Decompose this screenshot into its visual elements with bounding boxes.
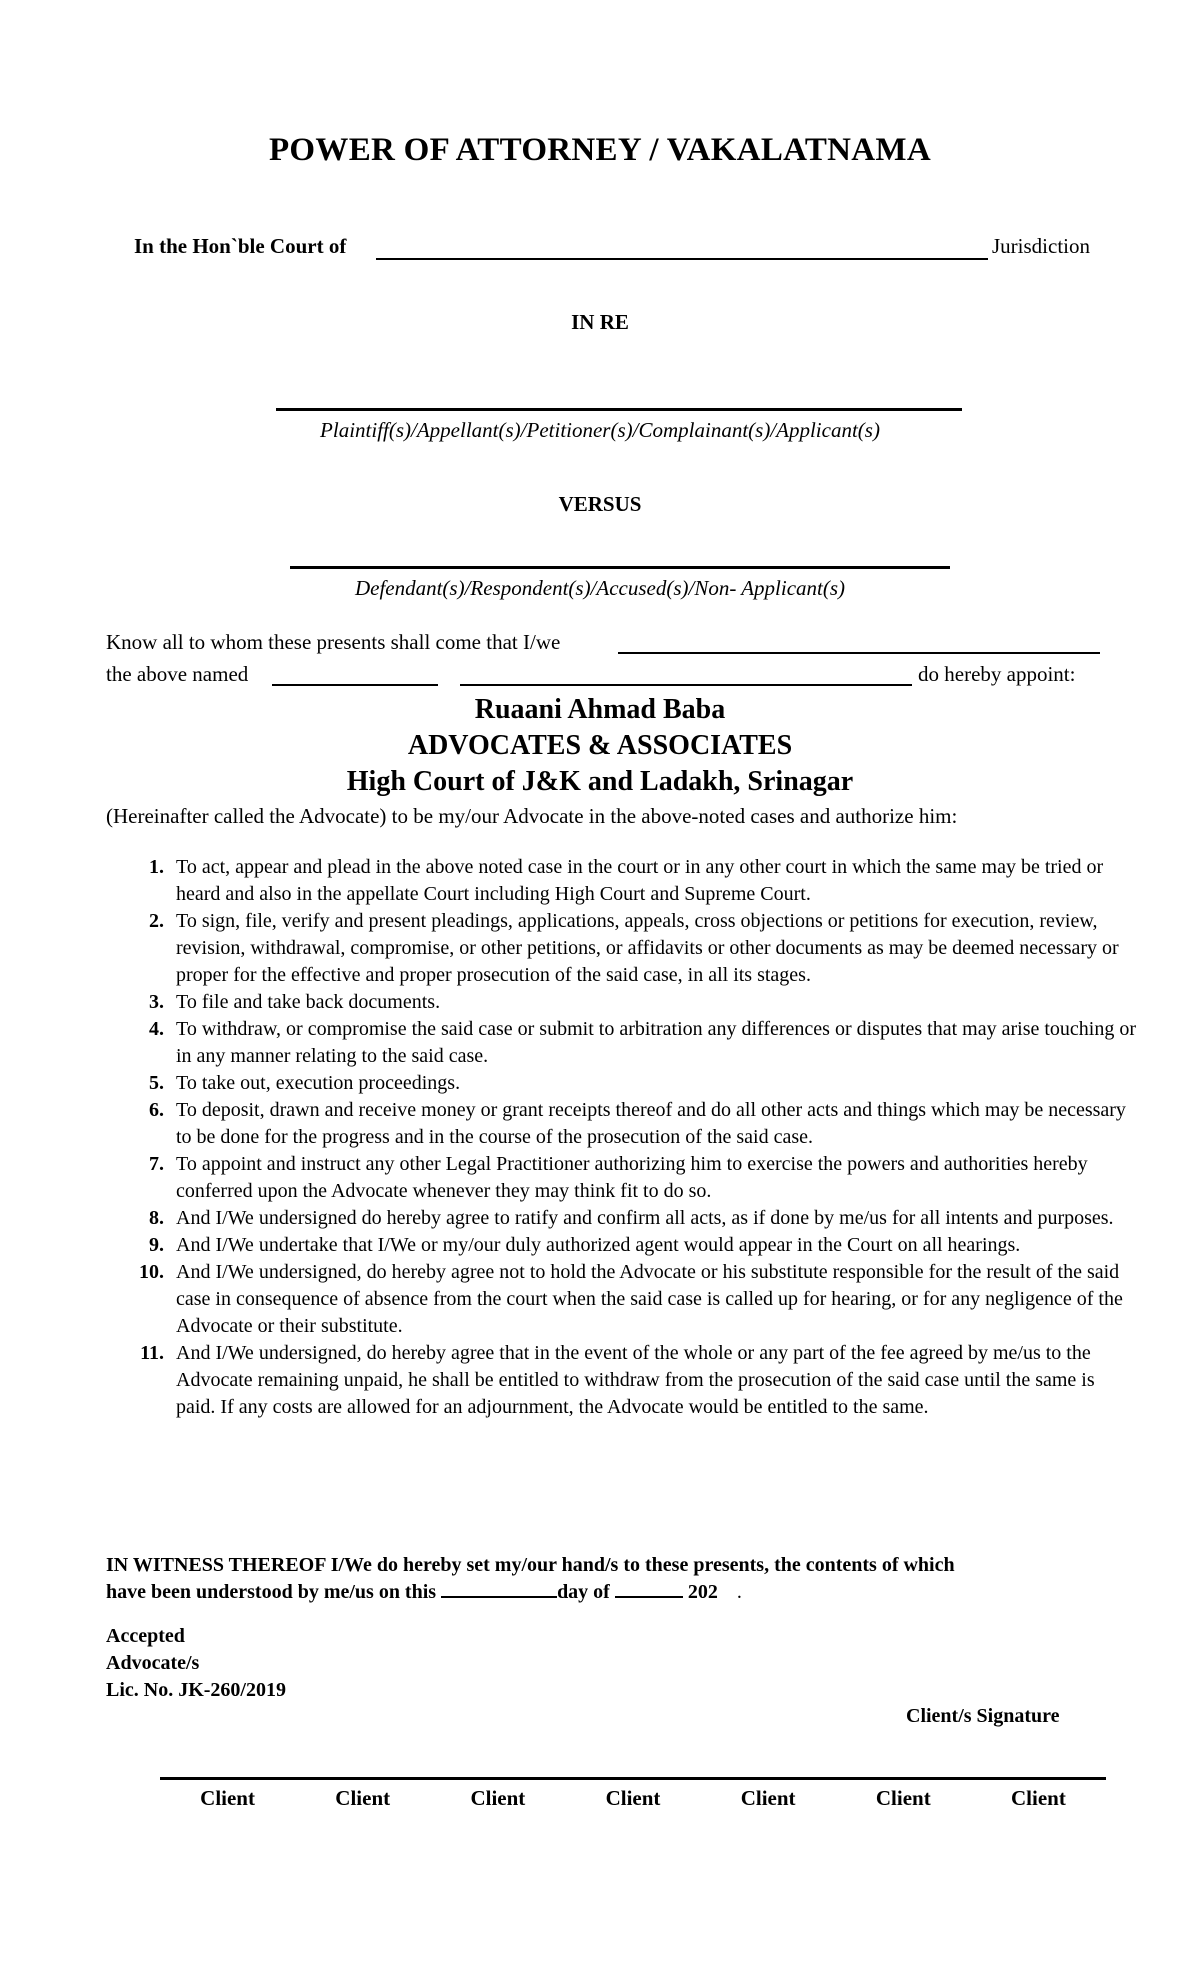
witness-line-2 xyxy=(106,1579,1136,1606)
witness-line-1: IN WITNESS THEREOF I/We do hereby set my/our hand/s to these presents, the contents of which xyxy=(106,1554,955,1576)
clause-text: To withdraw, or compromise the said case or submit to arbitration any differences or disputes that may arise touching or in any manner relating to the said case. xyxy=(176,1018,1137,1067)
clause-text: To act, appear and plead in the above noted case in the court or in any other court in which the same may be tried or heard and also in the appellate Court including High Court and Supreme Court. xyxy=(176,856,1104,905)
principal-name-field[interactable] xyxy=(618,652,1100,654)
clauses-list xyxy=(134,854,1136,1421)
in-re-heading: IN RE xyxy=(571,310,629,334)
year-prefix: 202 xyxy=(687,1581,718,1603)
license-number: Lic. No. JK-260/2019 xyxy=(106,1679,286,1701)
court-label: In the Hon`ble Court of xyxy=(134,234,347,258)
client-label: Client xyxy=(605,1786,661,1810)
clause-item xyxy=(134,989,1136,1016)
plaintiff-name-field[interactable] xyxy=(276,408,962,411)
above-named-text: the above named xyxy=(106,662,249,686)
clause-number: 6. xyxy=(149,1099,164,1121)
know-all-text: Know all to whom these presents shall come that I/we xyxy=(106,630,561,654)
client-label: Client xyxy=(875,1786,931,1810)
court-name-field[interactable] xyxy=(376,258,988,260)
plaintiff-caption: Plaintiff(s)/Appellant(s)/Petitioner(s)/Complainant(s)/Applicant(s) xyxy=(320,418,880,442)
clause-item xyxy=(134,1232,1136,1259)
clause-number: 3. xyxy=(149,991,164,1013)
client-labels xyxy=(160,1786,1106,1811)
versus-heading: VERSUS xyxy=(558,492,642,516)
court-row xyxy=(134,234,1114,259)
jurisdiction-label: Jurisdiction xyxy=(992,234,1090,258)
clause-item xyxy=(134,1259,1136,1340)
document-title: POWER OF ATTORNEY / VAKALATNAMA xyxy=(268,132,932,168)
clause-number: 7. xyxy=(149,1153,164,1175)
defendant-name-field[interactable] xyxy=(290,566,950,569)
clause-text: To sign, file, verify and present pleadings, applications, appeals, cross objections or petitions for execution, review, revision, withdrawal, compromise, or other petitions, or affidavits or other documents as may be deemed necessary or proper for the effective and proper prosecution of the said case, in all its stages. xyxy=(176,910,1119,986)
day-of-text: day of xyxy=(557,1581,610,1603)
client-label: Client xyxy=(200,1786,255,1810)
clause-item xyxy=(134,1151,1136,1205)
client-signature-label: Client/s Signature xyxy=(906,1705,1060,1727)
clause-number: 9. xyxy=(149,1234,164,1256)
clause-item xyxy=(134,1097,1136,1151)
clause-item xyxy=(134,1016,1136,1070)
clause-item xyxy=(134,1340,1136,1421)
hereinafter-text: (Hereinafter called the Advocate) to be my/our Advocate in the above-noted cases and authorize him: xyxy=(106,804,958,828)
defendant-caption: Defendant(s)/Respondent(s)/Accused(s)/Non- Applicant(s) xyxy=(354,576,846,600)
clause-number: 5. xyxy=(149,1072,164,1094)
clause-text: To appoint and instruct any other Legal Practitioner authorizing him to exercise the powers and authorities hereby conferred upon the Advocate whenever they may think fit to do so. xyxy=(176,1153,1088,1202)
clause-text: And I/We undersigned, do hereby agree not to hold the Advocate or his substitute responsible for the result of the said case in consequence of absence from the court when the said case is called up for hearing, or for any negligence of the Advocate or their substitute. xyxy=(176,1261,1123,1337)
client-signature-line[interactable] xyxy=(160,1777,1106,1780)
clause-number: 4. xyxy=(149,1018,164,1040)
clause-text: And I/We undersigned do hereby agree to ratify and confirm all acts, as if done by me/us for all intents and purposes. xyxy=(176,1207,1114,1229)
clause-item xyxy=(134,1205,1136,1232)
clause-item xyxy=(134,854,1136,908)
accepted-block xyxy=(106,1623,286,1704)
date-day-field[interactable] xyxy=(441,1580,557,1598)
clause-number: 11. xyxy=(140,1342,164,1364)
client-label: Client xyxy=(335,1786,391,1810)
witness-clause xyxy=(106,1552,1136,1606)
clause-text: And I/We undersigned, do hereby agree that in the event of the whole or any part of the fee agreed by me/us to the Advocate remaining unpaid, he shall be entitled to withdraw from the prosecution of the said case until the same is paid. If any costs are allowed for an adjournment, the Advocate would be entitled to the same. xyxy=(176,1342,1095,1418)
client-label: Client xyxy=(470,1786,526,1810)
date-month-field[interactable] xyxy=(615,1580,683,1598)
clause-text: And I/We undertake that I/We or my/our duly authorized agent would appear in the Court on all hearings. xyxy=(176,1234,1021,1256)
clause-item xyxy=(134,1070,1136,1097)
firm-name: ADVOCATES & ASSOCIATES xyxy=(407,730,793,761)
date-year-field[interactable] xyxy=(723,1582,737,1598)
clause-number: 1. xyxy=(149,856,164,878)
clause-text: To take out, execution proceedings. xyxy=(176,1072,461,1094)
clause-text: To file and take back documents. xyxy=(176,991,441,1013)
party-role-field[interactable] xyxy=(272,684,438,686)
client-label: Client xyxy=(1011,1786,1066,1810)
clause-item xyxy=(134,908,1136,989)
appoint-text: do hereby appoint: xyxy=(918,662,1076,686)
advocates-label: Advocate/s xyxy=(106,1652,200,1674)
clause-number: 2. xyxy=(149,910,164,932)
advocate-name: Ruaani Ahmad Baba xyxy=(474,694,726,725)
firm-court: High Court of J&K and Ladakh, Srinagar xyxy=(346,766,854,797)
clause-number: 8. xyxy=(149,1207,164,1229)
accepted-label: Accepted xyxy=(106,1625,185,1647)
party-name-field[interactable] xyxy=(460,684,912,686)
client-label: Client xyxy=(740,1786,796,1810)
witness-period: . xyxy=(736,1581,742,1603)
clause-text: To deposit, drawn and receive money or grant receipts thereof and do all other acts and things which may be necessary to be done for the progress and in the course of the prosecution of the said case. xyxy=(176,1099,1126,1148)
clause-number: 10. xyxy=(139,1261,164,1283)
witness-text: have been understood by me/us on this xyxy=(106,1581,437,1603)
